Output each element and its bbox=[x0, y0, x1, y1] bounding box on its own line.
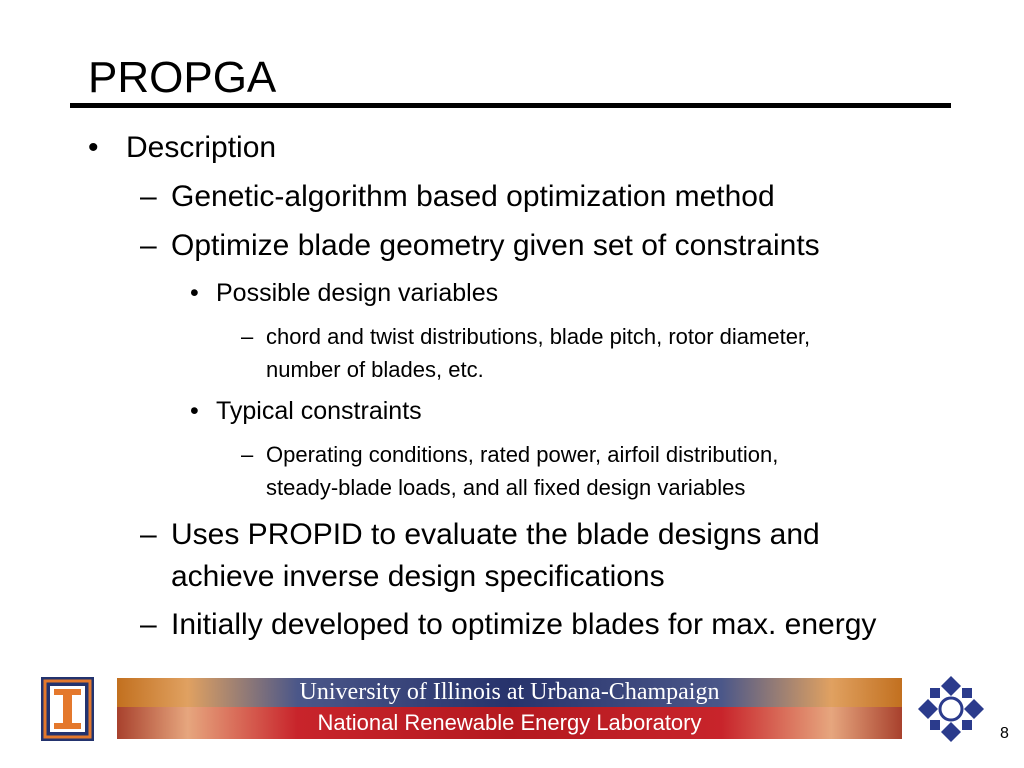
bullet-uses-propid-cont: achieve inverse design specifications bbox=[171, 560, 665, 593]
dash-marker: – bbox=[140, 518, 157, 551]
university-banner: University of Illinois at Urbana-Champaign bbox=[117, 678, 902, 707]
dash-marker: – bbox=[140, 229, 157, 262]
nrel-logo-icon bbox=[916, 674, 986, 744]
bullet-chord-twist: chord and twist distributions, blade pitch, rotor diameter, bbox=[266, 324, 811, 349]
dash-marker: – bbox=[241, 442, 254, 467]
bullet-uses-propid: Uses PROPID to evaluate the blade designs and bbox=[171, 518, 820, 551]
bullet-genetic-algorithm: Genetic-algorithm based optimization method bbox=[171, 180, 775, 213]
bullet-description: Description bbox=[126, 131, 277, 164]
dash-marker: – bbox=[241, 324, 254, 349]
bullet-operating-conditions-cont: steady-blade loads, and all fixed design variables bbox=[266, 475, 746, 500]
bullet-marker: • bbox=[190, 397, 199, 425]
page-number: 8 bbox=[1000, 725, 1009, 742]
bullet-possible-variables: Possible design variables bbox=[216, 279, 499, 307]
bullet-operating-conditions: Operating conditions, rated power, airfoil distribution, bbox=[266, 442, 779, 467]
dash-marker: – bbox=[140, 180, 157, 213]
laboratory-banner: National Renewable Energy Laboratory bbox=[117, 707, 902, 739]
illinois-logo bbox=[41, 677, 94, 741]
dash-marker: – bbox=[140, 608, 157, 641]
bullet-chord-twist-cont: number of blades, etc. bbox=[266, 357, 484, 382]
bullet-marker: • bbox=[88, 131, 99, 164]
slide-title: PROPGA bbox=[88, 53, 277, 102]
bullet-marker: • bbox=[190, 279, 199, 307]
bullet-optimize-geometry: Optimize blade geometry given set of constraints bbox=[171, 229, 820, 262]
bullet-initially-developed: Initially developed to optimize blades for max. energy bbox=[171, 608, 877, 641]
bullet-typical-constraints: Typical constraints bbox=[216, 397, 422, 425]
